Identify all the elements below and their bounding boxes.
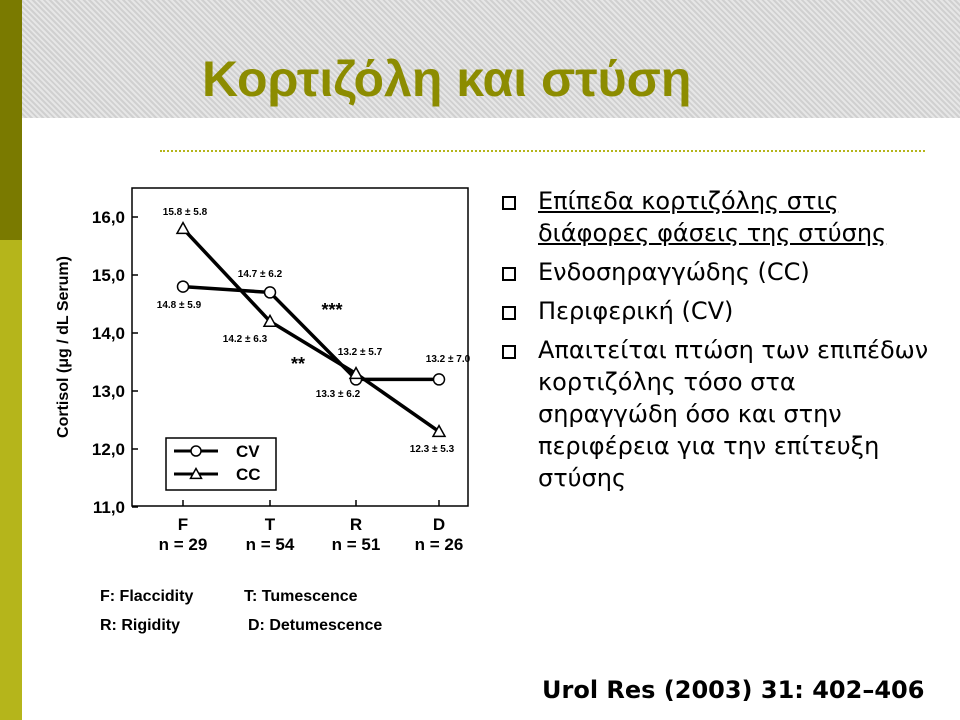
point-cv: [434, 374, 445, 385]
square-bullet-icon: [502, 345, 516, 359]
bullet-item: [500, 295, 940, 327]
data-label-cv: 14.8 ± 5.9: [156, 300, 202, 311]
y-tick-label: 13,0: [91, 382, 125, 401]
note-rigidity: R: Rigidity: [100, 617, 180, 634]
left-accent-bar-light: [0, 240, 22, 720]
data-label-cv: 13.2 ± 7.0: [425, 354, 471, 365]
note-flaccidity: F: Flaccidity: [100, 588, 194, 605]
legend-label-cv: CV: [236, 442, 260, 461]
data-label-cc: 12.3 ± 5.3: [409, 444, 455, 455]
x-tick-n-label: n = 29: [158, 535, 208, 554]
bullet-text: Ενδοσηραγγώδης (CC): [538, 258, 810, 286]
x-tick-n-label: n = 54: [245, 535, 295, 554]
y-tick-label: 16,0: [91, 208, 125, 227]
left-accent-bar-dark: [0, 0, 22, 240]
data-label-cc: 15.8 ± 5.8: [162, 207, 208, 218]
bullet-list: [500, 185, 940, 501]
square-bullet-icon: [502, 267, 516, 281]
bullet-item: [500, 256, 940, 288]
square-bullet-icon: [502, 196, 516, 210]
y-axis-label: Cortisol (μg / dL Serum): [55, 256, 72, 438]
significance-annotation: **: [290, 354, 306, 374]
legend-label-cc: CC: [236, 465, 261, 484]
citation: Urol Res (2003) 31: 402–406: [542, 676, 925, 704]
bullet-item: [500, 334, 940, 494]
bullet-text: Περιφερική (CV): [538, 297, 734, 325]
legend-marker-cv: [191, 446, 201, 456]
x-tick-label: F: [177, 515, 189, 534]
y-tick-label: 12,0: [91, 440, 125, 459]
note-tumescence: T: Tumescence: [244, 588, 358, 605]
square-bullet-icon: [502, 306, 516, 320]
bullet-text: Επίπεδα κορτιζόλης στις διάφορες φάσεις της στύσης: [538, 187, 887, 247]
bullet-item: [500, 185, 940, 249]
point-cv: [178, 281, 189, 292]
data-label-cv: 13.2 ± 5.7: [337, 347, 383, 358]
y-tick-label: 11,0: [92, 498, 125, 517]
data-label-cv: 14.7 ± 6.2: [237, 269, 283, 280]
cortisol-line-chart: [40, 180, 480, 570]
note-detumescence: D: Detumescence: [248, 617, 383, 634]
bullet-text: Απαιτείται πτώση των επιπέδων κορτιζόλης τόσο στα σηραγγώδη όσο και στην περιφέρεια για την επίτευξη στύσης: [538, 336, 929, 492]
y-tick-label: 14,0: [91, 324, 125, 343]
slide-title: Κορτιζόλη και στύση: [202, 51, 692, 107]
significance-annotation: ***: [321, 300, 343, 320]
title-divider: [160, 150, 925, 153]
x-tick-n-label: n = 26: [414, 535, 464, 554]
x-tick-label: R: [349, 515, 363, 534]
x-tick-label: T: [264, 515, 276, 534]
data-label-cc: 14.2 ± 6.3: [222, 334, 268, 345]
point-cv: [265, 287, 276, 298]
x-tick-n-label: n = 51: [331, 535, 381, 554]
y-tick-label: 15,0: [91, 266, 125, 285]
data-label-cc: 13.3 ± 6.2: [315, 389, 361, 400]
x-tick-label: D: [432, 515, 446, 534]
